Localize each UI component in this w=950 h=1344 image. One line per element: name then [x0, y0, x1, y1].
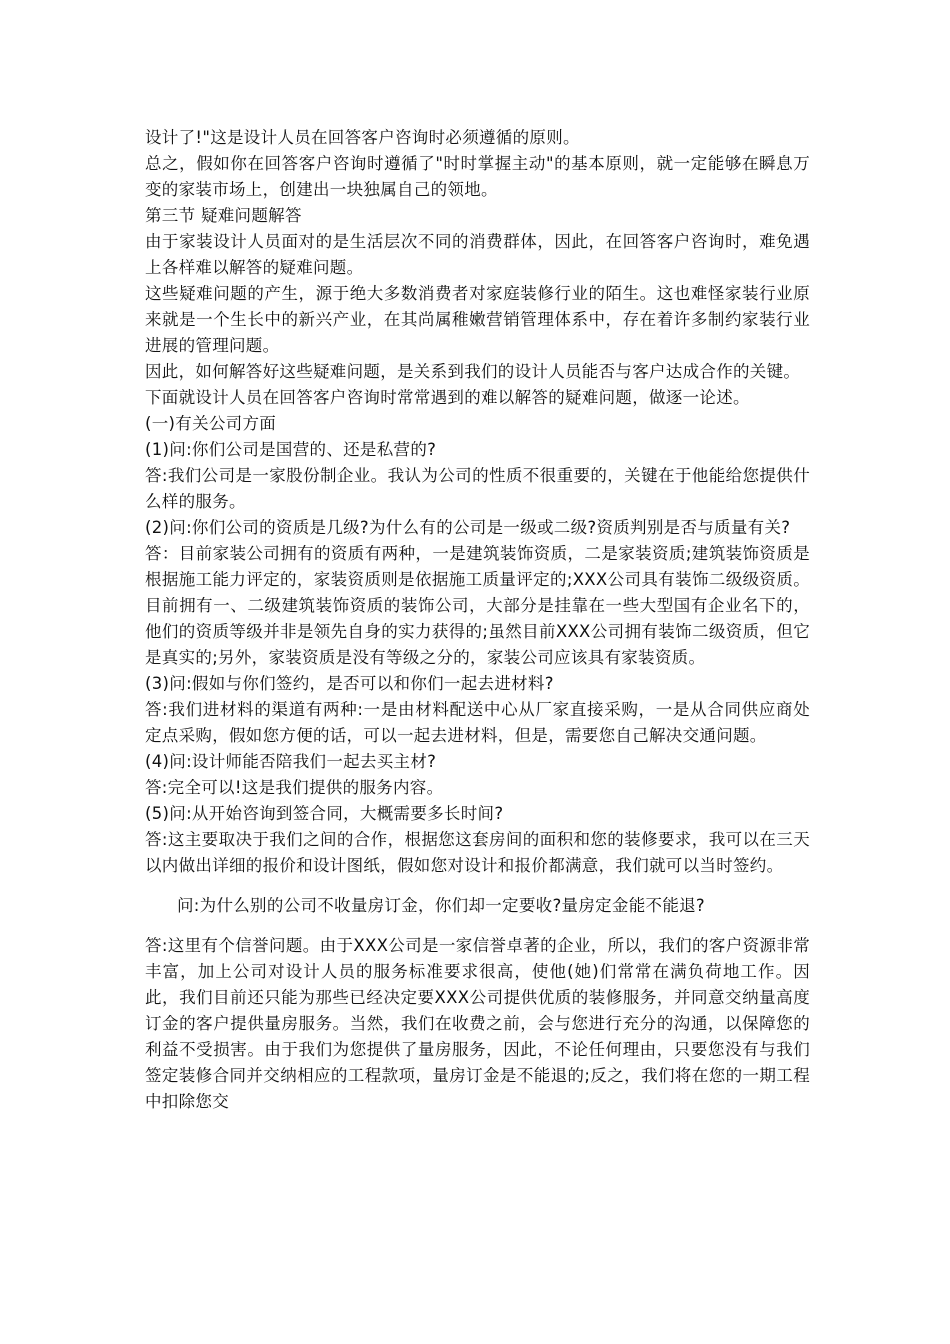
question-3: (3)问:假如与你们签约，是否可以和你们一起去进材料?	[145, 674, 554, 693]
question-5: (5)问:从开始咨询到签合同，大概需要多长时间?	[145, 804, 504, 823]
answer-4: 答:完全可以!这是我们提供的服务内容。	[145, 778, 444, 797]
answer-3: 答:我们进材料的渠道有两种:一是由材料配送中心从厂家直接采购，一是从合同供应商处定点采购，假如您方便的话，可以一起去进材料，但是，需要您自己解决交通问题。	[145, 700, 810, 745]
paragraph-overview: 下面就设计人员在回答客户咨询时常常遇到的难以解答的疑难问题，做逐一论述。	[145, 388, 750, 407]
paragraph-summary: 总之，假如你在回答客户咨询时遵循了"时时掌握主动"的基本原则，就一定能够在瞬息万变的家装市场上，创建出一块独属自己的领地。	[145, 154, 810, 199]
subsection-heading: (一)有关公司方面	[145, 414, 277, 433]
question-4: (4)问:设计师能否陪我们一起去买主材?	[145, 752, 437, 771]
answer-2: 答：目前家装公司拥有的资质有两种，一是建筑装饰资质，二是家装资质;建筑装饰资质是根据施工能力评定的，家装资质则是依据施工质量评定的;XXX公司具有装饰二级级资质。目前拥有一、二级建筑装饰资质的装饰公司，大部分是挂靠在一些大型国有企业名下的，他们的资质等级并非是领先自身的实力获得的;虽然目前XXX公司拥有装饰二级资质，但它是真实的;另外，家装资质是没有等级之分的，家装公司应该具有家装资质。	[145, 544, 810, 667]
paragraph-origin: 这些疑难问题的产生，源于绝大多数消费者对家庭装修行业的陌生。这也难怪家装行业原来就是一个生长中的新兴产业，在其尚属稚嫩营销管理体系中，存在着许多制约家装行业进展的管理问题。	[145, 284, 810, 355]
answer-1: 答:我们公司是一家股份制企业。我认为公司的性质不很重要的，关键在于他能给您提供什么样的服务。	[145, 466, 810, 511]
section-heading: 第三节 疑难问题解答	[145, 206, 302, 225]
paragraph-importance: 因此，如何解答好这些疑难问题，是关系到我们的设计人员能否与客户达成合作的关键。	[145, 362, 801, 381]
answer-5: 答:这主要取决于我们之间的合作，根据您这套房间的面积和您的装修要求，我可以在三天以内做出详细的报价和设计图纸，假如您对设计和报价都满意，我们就可以当时签约。	[145, 830, 810, 875]
paragraph-intro: 由于家装设计人员面对的是生活层次不同的消费群体，因此，在回答客户咨询时，难免遇上各样难以解答的疑难问题。	[145, 232, 810, 277]
paragraph-principle-end: 设计了!"这是设计人员在回答客户咨询时必须遵循的原则。	[145, 128, 580, 147]
answer-deposit: 答:这里有个信誉问题。由于XXX公司是一家信誉卓著的企业，所以，我们的客户资源非常丰富，加上公司对设计人员的服务标准要求很高，使他(她)们常常在满负荷地工作。因此，我们目前还只能为那些已经决定要XXX公司提供优质的装修服务，并同意交纳量高度订金的客户提供量房服务。当然，我们在收费之前，会与您进行充分的沟通，以保障您的利益不受损害。由于我们为您提供了量房服务，因此，不论任何理由，只要您没有与我们签定装修合同并交纳相应的工程款项，量房订金是不能退的;反之，我们将在您的一期工程中扣除您交	[145, 936, 810, 1111]
question-deposit: 问:为什么别的公司不收量房订金，你们却一定要收?量房定金能不能退?	[177, 896, 705, 915]
question-1: (1)问:你们公司是国营的、还是私营的?	[145, 440, 437, 459]
question-2: (2)问:你们公司的资质是几级?为什么有的公司是一级或二级?资质判别是否与质量有关?	[145, 518, 791, 537]
document-body	[145, 125, 810, 1115]
